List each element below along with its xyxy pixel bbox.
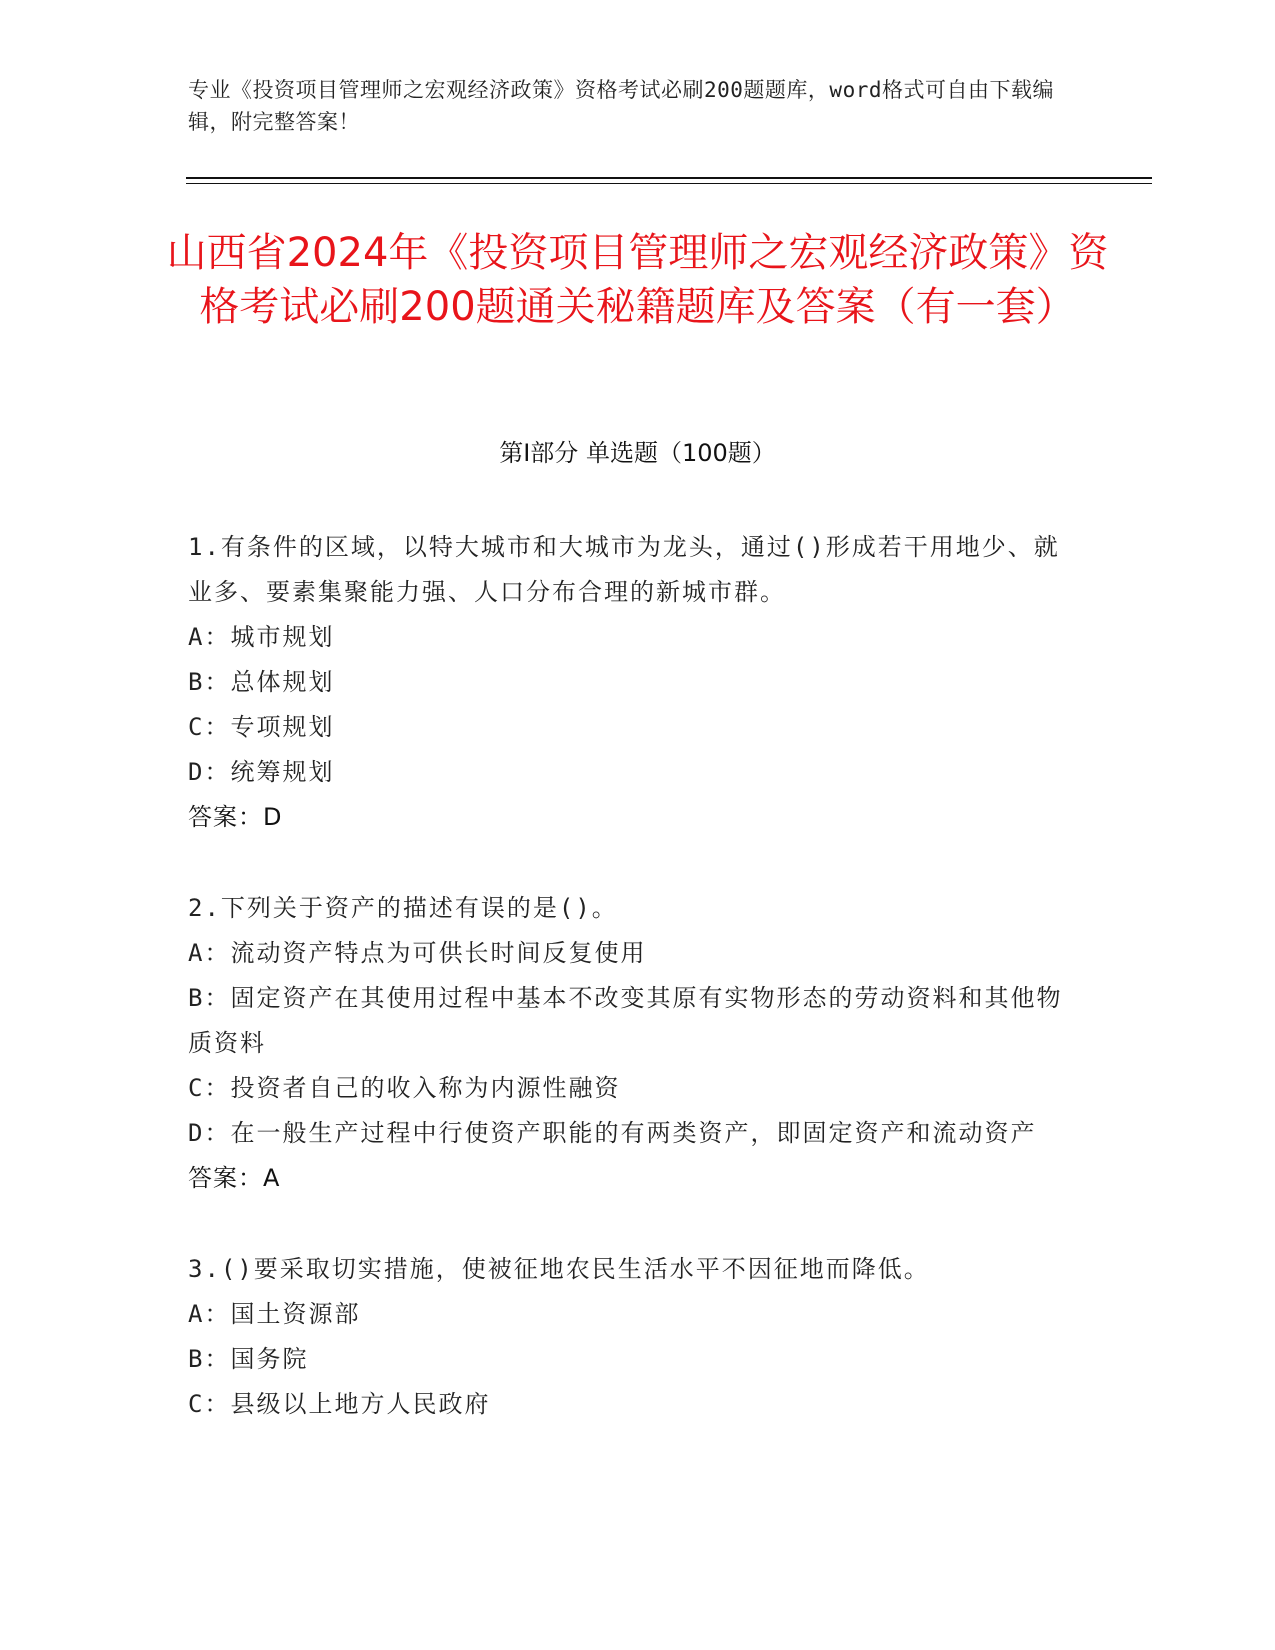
option-b: B：国务院 xyxy=(188,1345,309,1373)
header-divider-thin xyxy=(186,183,1152,184)
option-d: D：在一般生产过程中行使资产职能的有两类资产，即固定资产和流动资产 xyxy=(188,1119,1037,1147)
answer: 答案：A xyxy=(188,1164,281,1192)
option-c: C：专项规划 xyxy=(188,713,335,741)
question-list xyxy=(188,525,1078,1473)
option-c: C：投资者自己的收入称为内源性融资 xyxy=(188,1074,621,1102)
option-b: B：固定资产在其使用过程中基本不改变其原有实物形态的劳动资料和其他物质资料 xyxy=(188,984,1063,1057)
question-2 xyxy=(188,886,1078,1201)
question-stem: 3.()要采取切实措施，使被征地农民生活水平不因征地而降低。 xyxy=(188,1255,930,1283)
option-c: C：县级以上地方人民政府 xyxy=(188,1390,491,1418)
answer: 答案：D xyxy=(188,803,283,831)
option-b: B：总体规划 xyxy=(188,668,335,696)
header-divider-thick xyxy=(186,177,1152,179)
question-1 xyxy=(188,525,1078,840)
option-a: A：国土资源部 xyxy=(188,1300,361,1328)
option-a: A：城市规划 xyxy=(188,623,335,651)
document-title: 山西省2024年《投资项目管理师之宏观经济政策》资格考试必刷200题通关秘籍题库及答案（有一套） xyxy=(166,230,1109,330)
question-3 xyxy=(188,1247,1078,1427)
option-a: A：流动资产特点为可供长时间反复使用 xyxy=(188,939,647,967)
option-d: D：统筹规划 xyxy=(188,758,335,786)
question-stem: 1.有条件的区域，以特大城市和大城市为龙头，通过()形成若干用地少、就业多、要素集聚能力强、人口分布合理的新城市群。 xyxy=(188,533,1060,606)
header-note: 专业《投资项目管理师之宏观经济政策》资格考试必刷200题题库，word格式可自由下载编辑，附完整答案！ xyxy=(188,78,1054,134)
section-title: 第Ⅰ部分 单选题（100题） xyxy=(499,439,776,467)
question-stem: 2.下列关于资产的描述有误的是()。 xyxy=(188,894,618,922)
